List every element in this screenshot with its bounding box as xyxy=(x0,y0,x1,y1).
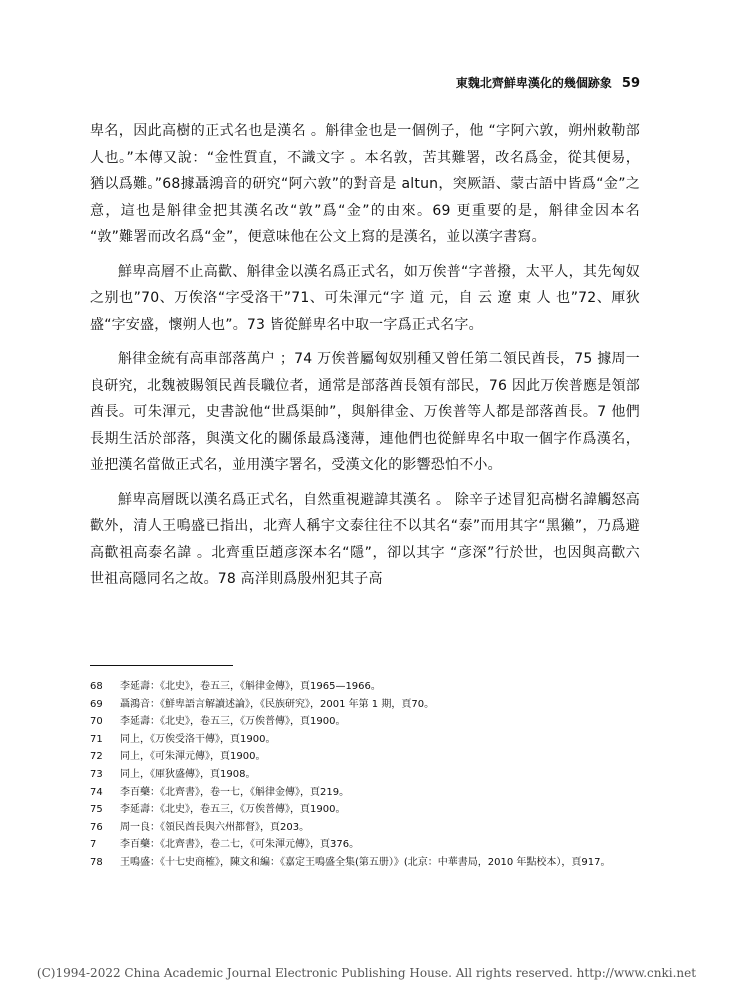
running-header xyxy=(400,74,640,91)
footnote-73 xyxy=(90,766,640,784)
footnote-number: 69 xyxy=(90,698,103,710)
footnote-number: 73 xyxy=(90,768,103,780)
footnotes xyxy=(90,678,640,872)
footnote-number: 74 xyxy=(90,786,103,798)
paragraph-4: 鮮卑高層既以漢名爲正式名，自然重視避諱其漢名 。 除辛子述冒犯高樹名諱觸怒高歡外，清人王鳴盛已指出，北齊人稱宇文泰往往不以其名“泰”而用其字“黑獺”，乃爲避高歡祖高泰名諱 。北齊重臣趙彦深本名“隱”，卻以其字 “彦深”行於世，也因與高歡六世祖高隱同名之故。78 高洋則爲殷州犯其子高 xyxy=(90,491,640,587)
footnote-number: 68 xyxy=(90,681,103,692)
footnote-68 xyxy=(90,678,640,696)
body-text xyxy=(90,118,640,601)
footnote-text: 同上，《万俟受洛干傳》，頁1900。 xyxy=(120,733,276,745)
footnote-text: 同上，《可朱渾元傳》，頁1900。 xyxy=(120,751,266,763)
footnote-76 xyxy=(90,819,640,837)
footnote-77 xyxy=(90,836,640,854)
copyright-line: (C)1994-2022 China Academic Journal Electronic Publishing House. All rights reserved. http://www.cnki.net xyxy=(36,966,697,980)
footnote-number: 75 xyxy=(90,804,103,816)
footnote-72 xyxy=(90,748,640,766)
footnote-number: 7 xyxy=(90,839,97,851)
footnote-rule xyxy=(90,665,233,666)
footnote-text: 周一良：《領民酋長與六州都督》，頁203。 xyxy=(120,821,310,833)
footnote-text: 李百藥：《北齊書》，卷二七，《可朱渾元傳》，頁376。 xyxy=(120,839,360,851)
paragraph-3: 斛律金統有高車部落萬户 ；74 万俟普屬匈奴别種又曾任第二領民酋長，75 據周一良研究，北魏被賜領民酋長職位者，通常是部落酋長領有部民，76 因此万俟普應是領部酋長。可朱渾元，史書說他“世爲渠帥”，與斛律金、万俟普等人都是部落酋長。7 他們長期生活於部落，與漢文化的關係最爲淺薄，連他們也從鮮卑名中取一個字作爲漢名，並把漢名當做正式名，並用漢字署名，受漢文化的影響恐怕不小。 xyxy=(90,351,640,473)
footnote-number: 78 xyxy=(90,856,103,868)
footnote-text: 李延壽：《北史》，卷五三，《斛律金傳》，頁1965—1966。 xyxy=(120,681,381,692)
footnote-70 xyxy=(90,713,640,731)
footnote-text: 李延壽：《北史》，卷五三，《万俟普傳》，頁1900。 xyxy=(120,716,346,728)
footnote-number: 70 xyxy=(90,716,103,728)
footnote-74 xyxy=(90,784,640,802)
footnote-text: 李百藥：《北齊書》，卷一七，《斛律金傳》，頁219。 xyxy=(120,786,350,798)
footnote-number: 76 xyxy=(90,821,103,833)
footnote-text: 王鳴盛：《十七史商榷》，陳文和編：《嘉定王鳴盛全集(第五册）》(北京：中華書局，2010 年點校本），頁917。 xyxy=(120,856,611,868)
footnote-text: 同上，《厙狄盛傳》，頁1908。 xyxy=(120,768,256,780)
page-number: 59 xyxy=(621,76,640,91)
paragraph-2: 鮮卑高層不止高歡、斛律金以漢名爲正式名，如万俟普“字普撥，太平人，其先匈奴之别也”70、万俟洛“字受洛干”71、可朱渾元“字 道 元，自 云 遼 東 人 也”72、厙狄盛“字安盛，懷朔人也”。73 皆從鮮卑名中取一字爲正式名字。 xyxy=(90,263,640,333)
footnote-75 xyxy=(90,801,640,819)
footnote-number: 71 xyxy=(90,733,103,745)
footnote-69 xyxy=(90,696,640,714)
footnote-number: 72 xyxy=(90,751,103,763)
running-title: 東魏北齊鮮卑漢化的幾個跡象 xyxy=(455,76,612,90)
paragraph-1: 卑名，因此高樹的正式名也是漢名 。斛律金也是一個例子，他 “字阿六敦，朔州敕勒部人也。”本傳又說：“金性質直，不識文字 。本名敦，苦其難署，改名爲金，從其便易，猶以爲難。”68據聶鴻音的研究“阿六敦”的對音是 altun，突厥語、蒙古語中皆爲“金”之意，這也是斛律金把其漢名改“敦”爲“金”的由來。69 更重要的是，斛律金因本名 “敦”難署而改名爲“金”，便意味他在公文上寫的是漢名，並以漢字書寫。 xyxy=(90,123,640,245)
footnote-text: 李延壽：《北史》，卷五三，《万俟普傳》，頁1900。 xyxy=(120,804,346,816)
footnote-78 xyxy=(90,854,640,872)
footnote-text: 聶鴻音：《鮮卑語言解讀述論》，《民族研究》，2001 年第 1 期，頁70。 xyxy=(120,698,435,710)
footnote-71 xyxy=(90,731,640,749)
